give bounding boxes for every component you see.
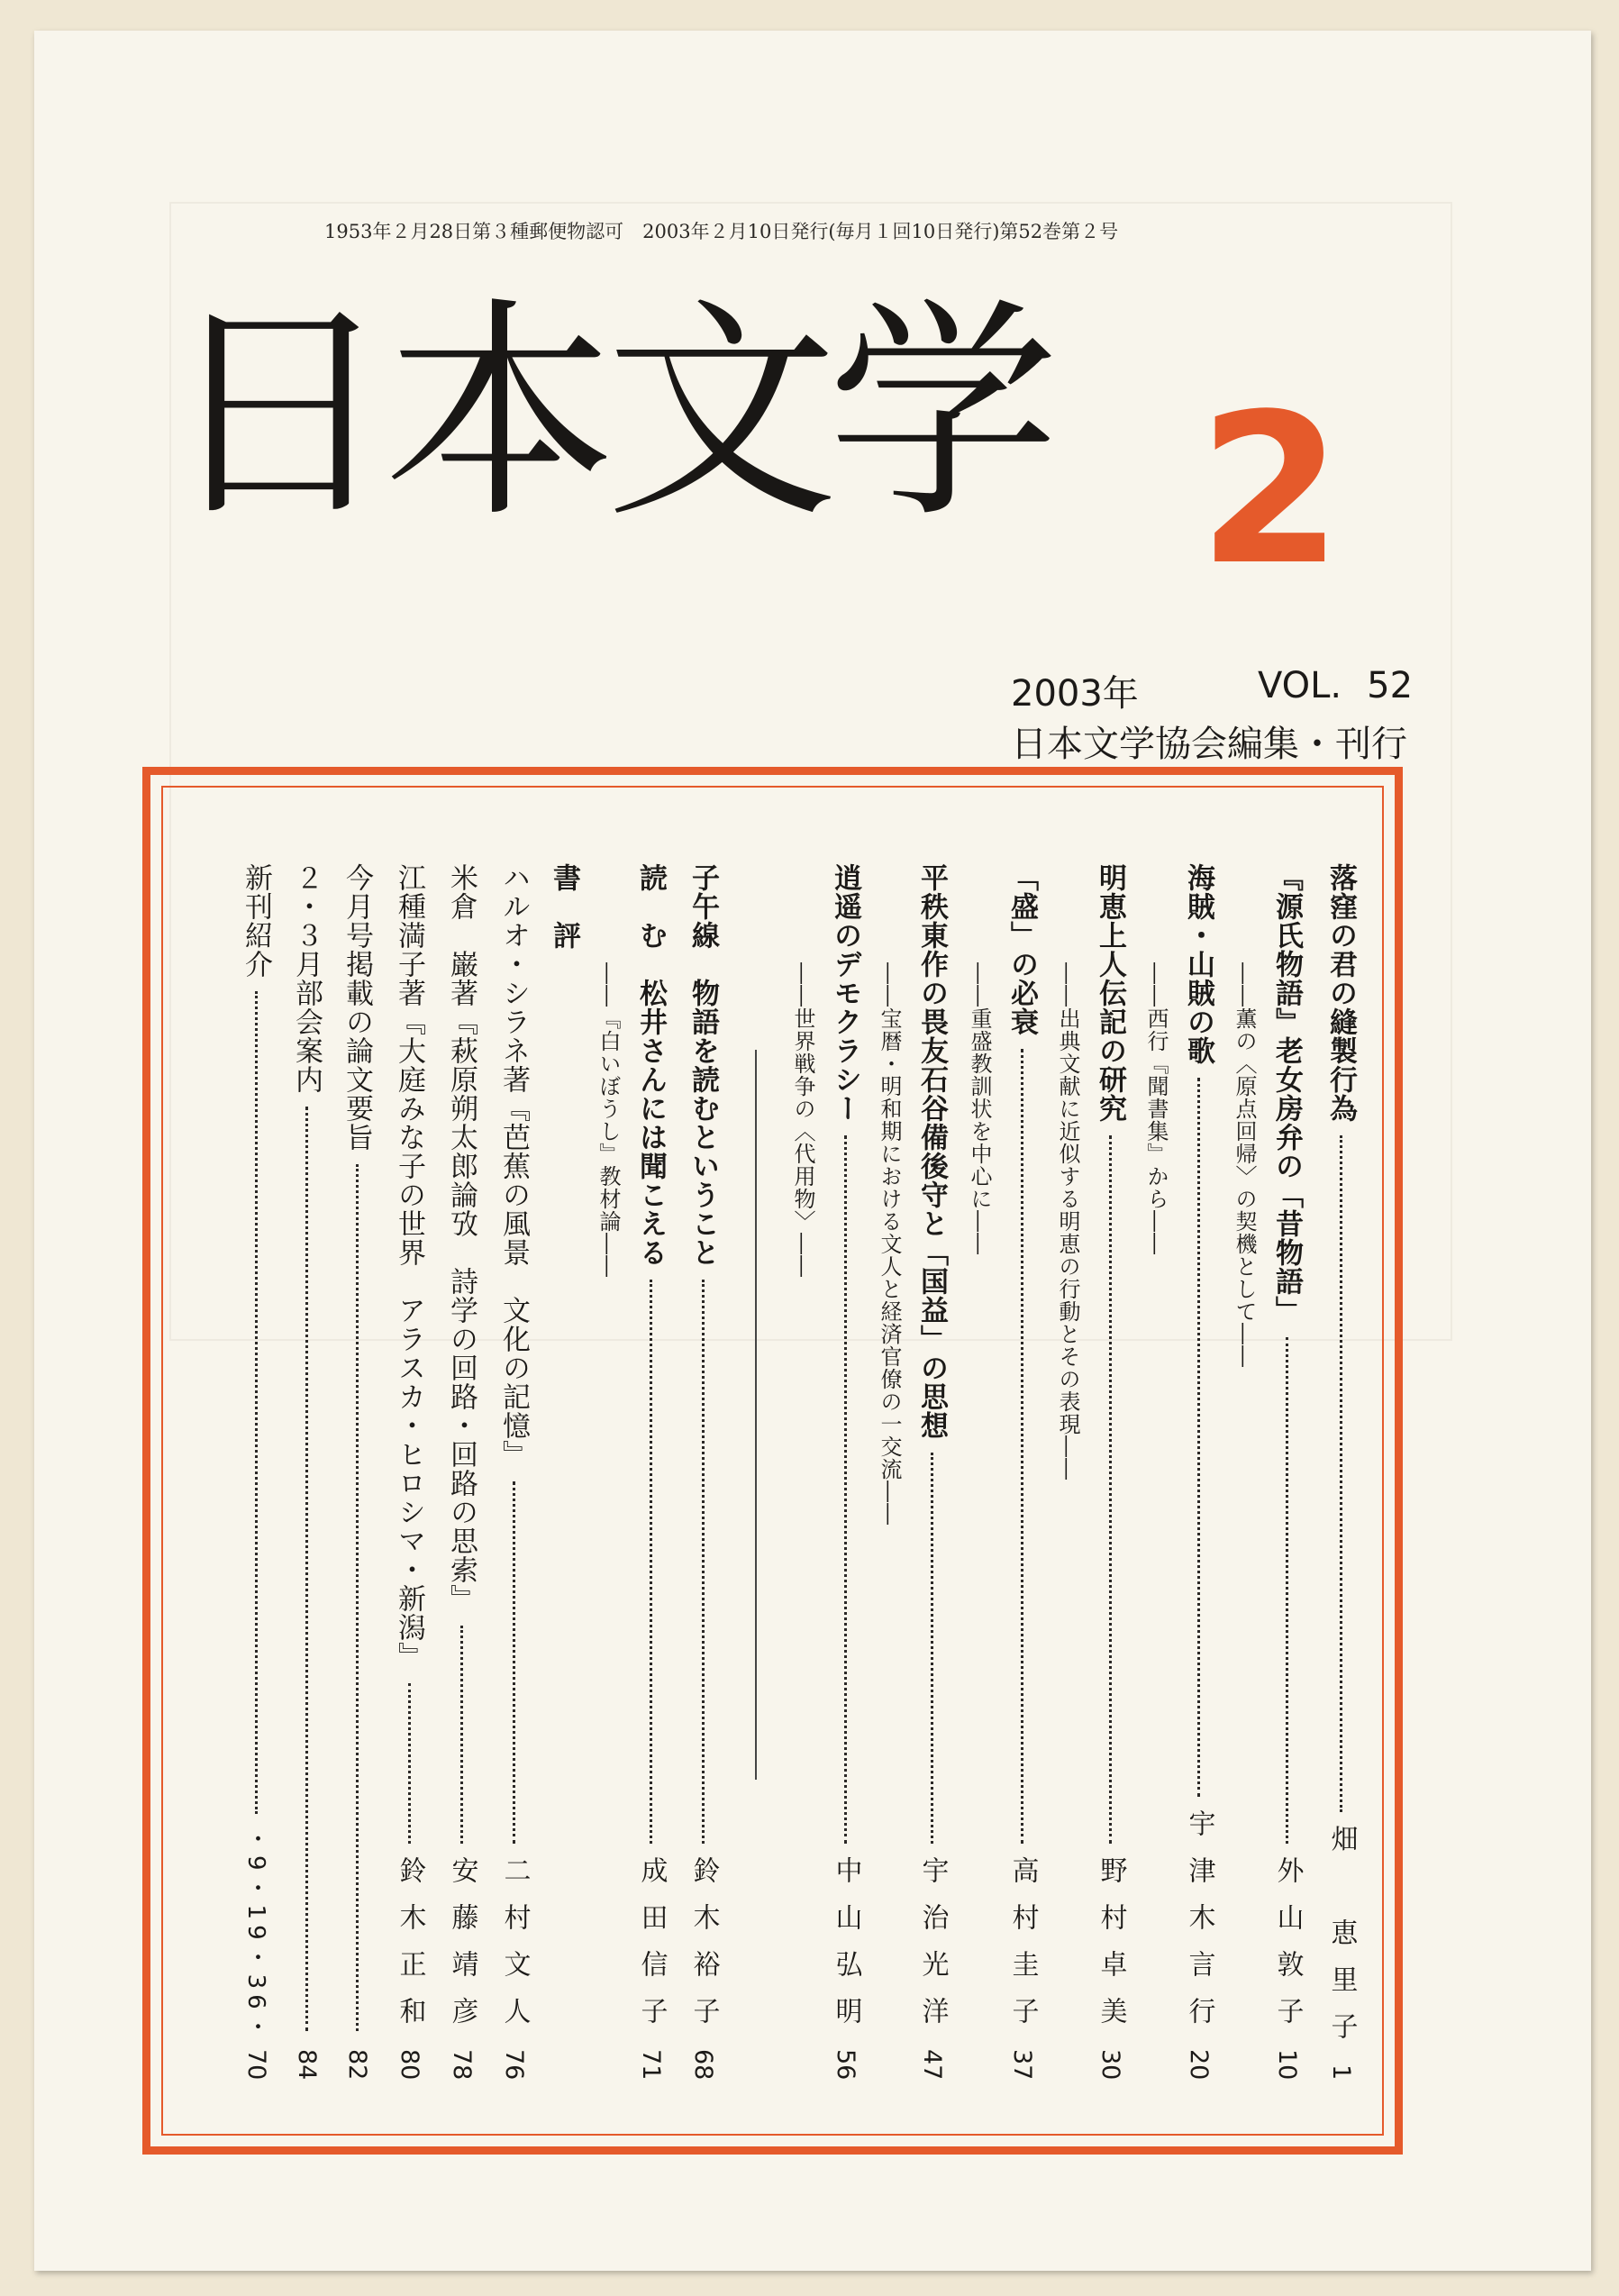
toc-title: ２・３月部会案内 bbox=[290, 863, 323, 1094]
toc-title: 逍遥のデモクラシー bbox=[829, 863, 861, 1123]
toc-entry[interactable] bbox=[1054, 863, 1131, 2080]
toc-subtitle: ――重盛教訓状を中心に―― bbox=[967, 962, 992, 1255]
toc-author: 宇治光洋 bbox=[916, 1855, 949, 2044]
postal-notice: 1953年２月28日第３種郵便物認可 2003年２月10日発行(毎月１回10日発行)第52巻第２号 bbox=[324, 221, 1119, 242]
toc-entry[interactable] bbox=[966, 863, 1042, 2080]
toc-entry[interactable] bbox=[441, 863, 482, 2080]
toc-page-list: ・9・19・36・ bbox=[242, 1826, 269, 2044]
vol-label: VOL. bbox=[1258, 665, 1342, 706]
toc-page: 10 bbox=[1273, 2048, 1301, 2080]
dot-leader bbox=[931, 1453, 933, 1844]
publication-year: 2003年 bbox=[1011, 673, 1139, 715]
toc-author: 成田信子 bbox=[635, 1855, 668, 2044]
toc-title: 平秩東作の畏友石谷備後守と「国益」の思想 bbox=[915, 863, 948, 1440]
toc-entry[interactable] bbox=[683, 863, 723, 2080]
toc-author: 中山弘明 bbox=[830, 1855, 862, 2044]
dot-leader bbox=[356, 1164, 359, 2031]
toc-title: 江種満子著『大庭みな子の世界 アラスカ・ヒロシマ・新潟』 bbox=[393, 863, 425, 1671]
toc-page: 76 bbox=[500, 2048, 528, 2080]
toc-author: 鈴木裕子 bbox=[687, 1855, 720, 2044]
toc-author: 野村卓美 bbox=[1095, 1855, 1127, 2044]
dot-leader bbox=[1197, 1078, 1200, 1797]
toc-entry[interactable] bbox=[494, 863, 534, 2080]
toc-title: 「盛」の必衰 bbox=[1005, 863, 1038, 1036]
dot-leader bbox=[1340, 1135, 1342, 1812]
toc-title: 海賊・山賊の歌 bbox=[1182, 863, 1214, 1065]
dot-leader bbox=[650, 1280, 652, 1844]
toc-page: 71 bbox=[637, 2048, 665, 2080]
toc-page: 20 bbox=[1185, 2048, 1213, 2080]
toc-section-heading bbox=[544, 863, 585, 2080]
toc-entry[interactable] bbox=[1321, 863, 1361, 2080]
toc-page: 56 bbox=[832, 2048, 860, 2080]
dot-leader bbox=[305, 1107, 308, 2031]
journal-title: 日本文学 bbox=[162, 278, 1049, 549]
toc-title: 米倉 巌著『萩原朔太郎論攷 詩学の回路・回路の思索』 bbox=[445, 863, 478, 1613]
toc-subtitle: ――薫の〈原点回帰〉の契機として―― bbox=[1232, 962, 1257, 1368]
toc-title: 今月号掲載の論文要旨 bbox=[341, 863, 373, 1152]
toc-entry[interactable] bbox=[876, 863, 952, 2080]
vol-number: 52 bbox=[1367, 665, 1414, 706]
toc-title: 落窪の君の縫製行為 bbox=[1324, 863, 1357, 1123]
toc-page: 37 bbox=[1008, 2048, 1036, 2080]
toc-author: 畑 恵里子 bbox=[1325, 1824, 1358, 2059]
toc-page: 30 bbox=[1096, 2048, 1124, 2080]
toc-author: 二村文人 bbox=[498, 1855, 531, 2044]
toc-title: ハルオ・シラネ著『芭蕉の風景 文化の記憶』 bbox=[497, 863, 530, 1469]
toc-title: 読 む 松井さんには聞こえる bbox=[634, 863, 667, 1267]
toc-entry[interactable] bbox=[1231, 863, 1307, 2080]
toc-author: 安藤靖彦 bbox=[446, 1855, 478, 2044]
dot-leader bbox=[513, 1481, 515, 1844]
toc-page: 84 bbox=[293, 2048, 321, 2080]
toc-subtitle: ――西行『聞書集』から―― bbox=[1143, 962, 1169, 1255]
toc-divider-line bbox=[755, 1050, 757, 1780]
toc-subtitle: ――宝暦・明和期における文人と経済官僚の一交流―― bbox=[877, 962, 902, 1526]
toc-subtitle: ――世界戦争の〈代用物〉―― bbox=[790, 962, 815, 1278]
toc-entry[interactable] bbox=[389, 863, 430, 2080]
toc-entry[interactable] bbox=[789, 863, 866, 2080]
toc-author: 高村圭子 bbox=[1006, 1855, 1039, 2044]
toc-title: 新刊紹介 bbox=[240, 863, 272, 979]
section-title: 書 評 bbox=[548, 863, 580, 950]
toc-title: 『源氏物語』老女房弁の「昔物語」 bbox=[1270, 863, 1303, 1325]
toc-page: 80 bbox=[396, 2048, 423, 2080]
toc-author: 鈴木正和 bbox=[394, 1855, 426, 2044]
dot-leader bbox=[255, 991, 258, 1814]
toc-entry[interactable] bbox=[287, 863, 327, 2080]
dot-leader bbox=[460, 1626, 463, 1844]
publisher-line: 日本文学協会編集・刊行 bbox=[1011, 724, 1407, 765]
dot-leader bbox=[408, 1683, 411, 1844]
toc-title: 明恵上人伝記の研究 bbox=[1094, 863, 1126, 1123]
toc-author: 宇津木言行 bbox=[1183, 1809, 1215, 2044]
toc-entry[interactable] bbox=[595, 863, 671, 2080]
dot-leader bbox=[702, 1280, 705, 1844]
toc-subtitle: ――『白いぼうし』教材論―― bbox=[596, 962, 621, 1278]
issue-number: 2 bbox=[1198, 370, 1343, 611]
toc-page: 70 bbox=[242, 2048, 270, 2080]
toc-page: 78 bbox=[448, 2048, 476, 2080]
toc-page: 82 bbox=[343, 2048, 371, 2080]
toc-subtitle: ――出典文献に近似する明恵の行動とその表現―― bbox=[1055, 962, 1080, 1481]
toc-title: 子午線 物語を読むということ bbox=[687, 863, 719, 1267]
toc-entry[interactable] bbox=[337, 863, 377, 2080]
volume-label bbox=[1258, 665, 1413, 706]
toc-page: 1 bbox=[1327, 2064, 1355, 2080]
dot-leader bbox=[844, 1135, 847, 1844]
dot-leader bbox=[1021, 1049, 1023, 1844]
dot-leader bbox=[1109, 1135, 1112, 1844]
toc-entry[interactable] bbox=[236, 863, 277, 2080]
toc-page: 68 bbox=[689, 2048, 717, 2080]
dot-leader bbox=[1286, 1337, 1288, 1844]
toc-author: 外山敦子 bbox=[1271, 1855, 1304, 2044]
toc-entry[interactable] bbox=[1142, 863, 1219, 2080]
toc-page: 47 bbox=[918, 2048, 946, 2080]
